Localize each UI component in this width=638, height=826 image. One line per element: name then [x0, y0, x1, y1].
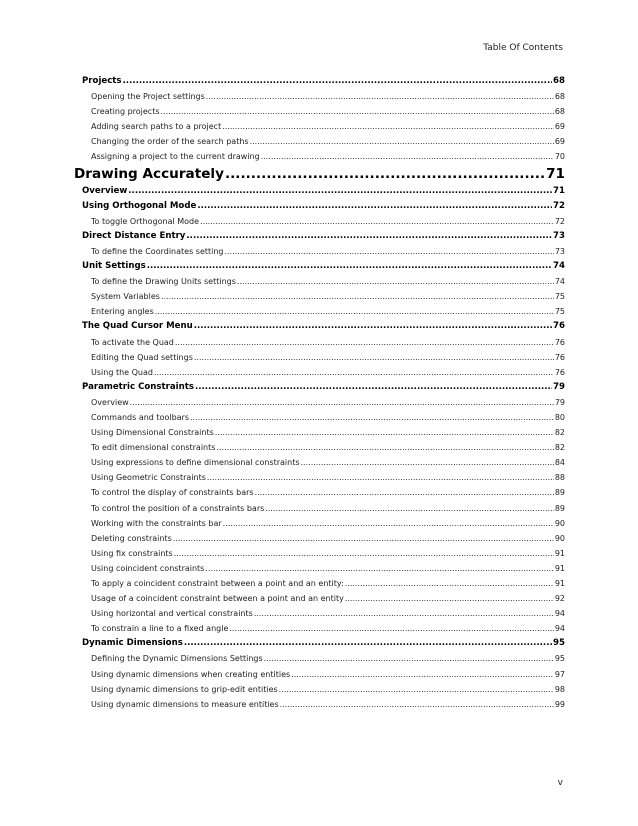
toc-dot-leader: [174, 546, 554, 561]
toc-subsection[interactable]: [82, 561, 565, 576]
toc-subsection[interactable]: [82, 591, 565, 606]
toc-subsection[interactable]: [82, 289, 565, 304]
toc-section[interactable]: [82, 199, 565, 214]
toc-entry-title: Dynamic Dimensions: [82, 638, 183, 649]
toc-entry-title: Defining the Dynamic Dimensions Settings: [91, 654, 263, 664]
toc-subsection[interactable]: [82, 651, 565, 666]
toc-entry-title: Using fix constraints: [91, 548, 173, 558]
toc-entry-page: 94: [554, 624, 565, 634]
toc-entry-title: Editing the Quad settings: [91, 352, 193, 362]
toc-subsection[interactable]: [82, 350, 565, 365]
toc-dot-leader: [206, 89, 554, 104]
toc-dot-leader: [130, 395, 554, 410]
toc-entry-page: 76: [553, 321, 565, 332]
toc-subsection[interactable]: [82, 244, 565, 259]
toc-entry-page: 75: [554, 292, 565, 302]
toc-entry-page: 82: [554, 428, 565, 438]
toc-dot-leader: [190, 410, 554, 425]
toc-entry-title: Drawing Accurately: [74, 165, 224, 182]
toc-section[interactable]: [82, 319, 565, 334]
toc-subsection[interactable]: [82, 606, 565, 621]
toc-entry-title: Unit Settings: [82, 261, 146, 272]
toc-entry-page: 98: [554, 684, 565, 694]
toc-entry-title: Usage of a coincident constraint between a point and an entity: [91, 594, 344, 604]
toc-subsection[interactable]: [82, 104, 565, 119]
toc-entry-page: 72: [553, 200, 565, 211]
toc-chapter[interactable]: [74, 165, 565, 184]
toc-entry-title: Working with the constraints bar: [91, 518, 222, 528]
toc-subsection[interactable]: [82, 455, 565, 470]
toc-entry-title: Using dynamic dimensions to measure entities: [91, 699, 279, 709]
toc-dot-leader: [200, 214, 554, 229]
toc-entry-page: 82: [554, 443, 565, 453]
toc-entry-title: The Quad Cursor Menu: [82, 321, 193, 332]
toc-entry-title: Assigning a project to the current drawing: [91, 152, 260, 162]
toc-dot-leader: [223, 516, 554, 531]
toc-dot-leader: [237, 274, 554, 289]
toc-dot-leader: [161, 104, 554, 119]
toc-entry-page: 69: [554, 122, 565, 132]
page-number: v: [557, 778, 563, 788]
toc-entry-title: To constrain a line to a fixed angle: [91, 624, 229, 634]
toc-entry-page: 73: [553, 230, 565, 241]
toc-entry-title: To define the Drawing Units settings: [91, 277, 236, 287]
toc-subsection[interactable]: [82, 335, 565, 350]
toc-entry-page: 72: [554, 216, 565, 226]
toc-entry-page: 89: [554, 503, 565, 513]
toc-subsection[interactable]: [82, 119, 565, 134]
toc-dot-leader: [345, 591, 554, 606]
toc-entry-page: 95: [554, 654, 565, 664]
toc-dot-leader: [255, 485, 554, 500]
toc-section[interactable]: [82, 229, 565, 244]
toc-subsection[interactable]: [82, 470, 565, 485]
toc-dot-leader: [215, 425, 554, 440]
toc-subsection[interactable]: [82, 546, 565, 561]
toc-dot-leader: [229, 621, 553, 636]
toc-entry-title: To define the Coordinates setting: [91, 246, 224, 256]
toc-entry-page: 71: [546, 165, 565, 182]
toc-entry-title: Overview: [82, 185, 128, 196]
toc-entry-page: 88: [554, 473, 565, 483]
toc-entry-page: 74: [553, 261, 565, 272]
toc-entry-page: 73: [554, 246, 565, 256]
toc-dot-leader: [225, 165, 545, 184]
toc-dot-leader: [154, 365, 554, 380]
toc-entry-page: 68: [554, 92, 565, 102]
toc-section[interactable]: [82, 74, 565, 89]
toc-dot-leader: [205, 561, 553, 576]
toc-subsection[interactable]: [82, 667, 565, 682]
toc-entry-title: Entering angles: [91, 307, 154, 317]
toc-dot-leader: [186, 229, 552, 244]
toc-entry-title: Direct Distance Entry: [82, 230, 186, 241]
toc-dot-leader: [264, 651, 554, 666]
toc-subsection[interactable]: [82, 149, 565, 164]
toc-dot-leader: [175, 335, 554, 350]
toc-section[interactable]: [82, 380, 565, 395]
toc-entry-page: 97: [554, 669, 565, 679]
toc-dot-leader: [250, 134, 554, 149]
toc-entry-page: 74: [554, 277, 565, 287]
running-header: Table Of Contents: [483, 43, 563, 53]
toc-dot-leader: [254, 606, 554, 621]
toc-subsection[interactable]: [82, 304, 565, 319]
toc-subsection[interactable]: [82, 425, 565, 440]
toc-entry-page: 99: [554, 699, 565, 709]
toc-entry-page: 79: [554, 397, 565, 407]
toc-entry-page: 84: [554, 458, 565, 468]
toc-subsection[interactable]: [82, 501, 565, 516]
toc-entry-title: To activate the Quad: [91, 337, 174, 347]
toc-entry-page: 95: [553, 638, 565, 649]
toc-dot-leader: [184, 636, 552, 651]
toc-entry-title: Creating projects: [91, 107, 160, 117]
toc-entry-title: Using horizontal and vertical constraints: [91, 609, 253, 619]
toc-entry-page: 69: [554, 137, 565, 147]
toc-entry-title: To control the position of a constraints bars: [91, 503, 265, 513]
toc-dot-leader: [123, 74, 552, 89]
toc-entry-title: Adding search paths to a project: [91, 122, 222, 132]
toc-subsection[interactable]: [82, 697, 565, 712]
toc-dot-leader: [216, 440, 553, 455]
toc-entry-title: Overview: [91, 397, 129, 407]
toc-entry-page: 76: [554, 337, 565, 347]
toc-entry-page: 76: [554, 352, 565, 362]
toc-entry-page: 75: [554, 307, 565, 317]
toc-entry-page: 90: [554, 518, 565, 528]
toc-entry-title: Using Dimensional Constraints: [91, 428, 214, 438]
toc-section[interactable]: [82, 259, 565, 274]
toc-subsection[interactable]: [82, 274, 565, 289]
toc-entry-page: 80: [554, 412, 565, 422]
toc-entry-page: 94: [554, 609, 565, 619]
toc-entry-page: 91: [554, 548, 565, 558]
toc-entry-title: Projects: [82, 76, 122, 86]
toc-dot-leader: [173, 531, 554, 546]
toc-entry-title: Using Geometric Constraints: [91, 473, 206, 483]
toc-entry-title: Commands and toolbars: [91, 412, 190, 422]
toc-entry-page: 68: [553, 76, 565, 86]
toc-entry-title: Using the Quad: [91, 367, 153, 377]
toc-dot-leader: [225, 244, 554, 259]
toc-subsection[interactable]: [82, 89, 565, 104]
table-of-contents: [74, 74, 565, 712]
toc-dot-leader: [265, 501, 554, 516]
toc-dot-leader: [161, 289, 554, 304]
toc-entry-title: Using dynamic dimensions to grip-edit entities: [91, 684, 278, 694]
toc-subsection[interactable]: [82, 440, 565, 455]
toc-entry-page: 68: [554, 107, 565, 117]
toc-entry-page: 89: [554, 488, 565, 498]
toc-entry-title: Changing the order of the search paths: [91, 137, 249, 147]
toc-entry-title: To toggle Orthogonal Mode: [91, 216, 200, 226]
toc-entry-page: 71: [553, 185, 565, 196]
toc-entry-page: 91: [554, 579, 565, 588]
toc-subsection[interactable]: [82, 395, 565, 410]
toc-subsection[interactable]: [82, 214, 565, 229]
toc-dot-leader: [261, 149, 554, 164]
toc-subsection[interactable]: [82, 365, 565, 380]
toc-entry-title: To control the display of constraints bars: [91, 488, 254, 498]
toc-subsection[interactable]: [82, 516, 565, 531]
toc-entry-page: 92: [554, 594, 565, 604]
toc-subsection[interactable]: [82, 485, 565, 500]
toc-entry-title: Parametric Constraints: [82, 381, 194, 392]
toc-entry-title: Using Orthogonal Mode: [82, 200, 197, 211]
toc-entry-title: Using expressions to define dimensional constraints: [91, 458, 300, 468]
toc-dot-leader: [195, 380, 552, 395]
toc-dot-leader: [197, 199, 552, 214]
toc-dot-leader: [222, 119, 554, 134]
toc-entry-page: 91: [554, 563, 565, 573]
toc-dot-leader: [280, 697, 554, 712]
toc-dot-leader: [291, 667, 554, 682]
toc-entry-page: 70: [554, 152, 565, 162]
toc-section[interactable]: [82, 636, 565, 651]
toc-entry-page: 90: [554, 533, 565, 543]
toc-subsection[interactable]: [82, 134, 565, 149]
toc-dot-leader: [128, 184, 552, 199]
toc-dot-leader: [155, 304, 554, 319]
toc-entry-title: To apply a coincident constraint between a point and an entity:: [91, 579, 344, 588]
toc-entry-title: Using coincident constraints: [91, 563, 205, 573]
toc-dot-leader: [194, 350, 554, 365]
toc-dot-leader: [147, 259, 552, 274]
toc-entry-title: Using dynamic dimensions when creating entities: [91, 669, 291, 679]
toc-dot-leader: [301, 455, 554, 470]
toc-subsection[interactable]: [82, 576, 565, 591]
toc-entry-title: System Variables: [91, 292, 160, 302]
toc-entry-title: To edit dimensional constraints: [91, 443, 216, 453]
toc-subsection[interactable]: [82, 531, 565, 546]
toc-subsection[interactable]: [82, 410, 565, 425]
toc-dot-leader: [279, 682, 554, 697]
toc-dot-leader: [345, 576, 554, 591]
toc-subsection[interactable]: [82, 621, 565, 636]
toc-dot-leader: [194, 319, 552, 334]
toc-entry-title: Opening the Project settings: [91, 92, 205, 102]
toc-entry-page: 76: [554, 367, 565, 377]
toc-entry-page: 79: [553, 381, 565, 392]
toc-entry-title: Deleting constraints: [91, 533, 172, 543]
toc-subsection[interactable]: [82, 682, 565, 697]
toc-section[interactable]: [82, 184, 565, 199]
toc-dot-leader: [207, 470, 554, 485]
